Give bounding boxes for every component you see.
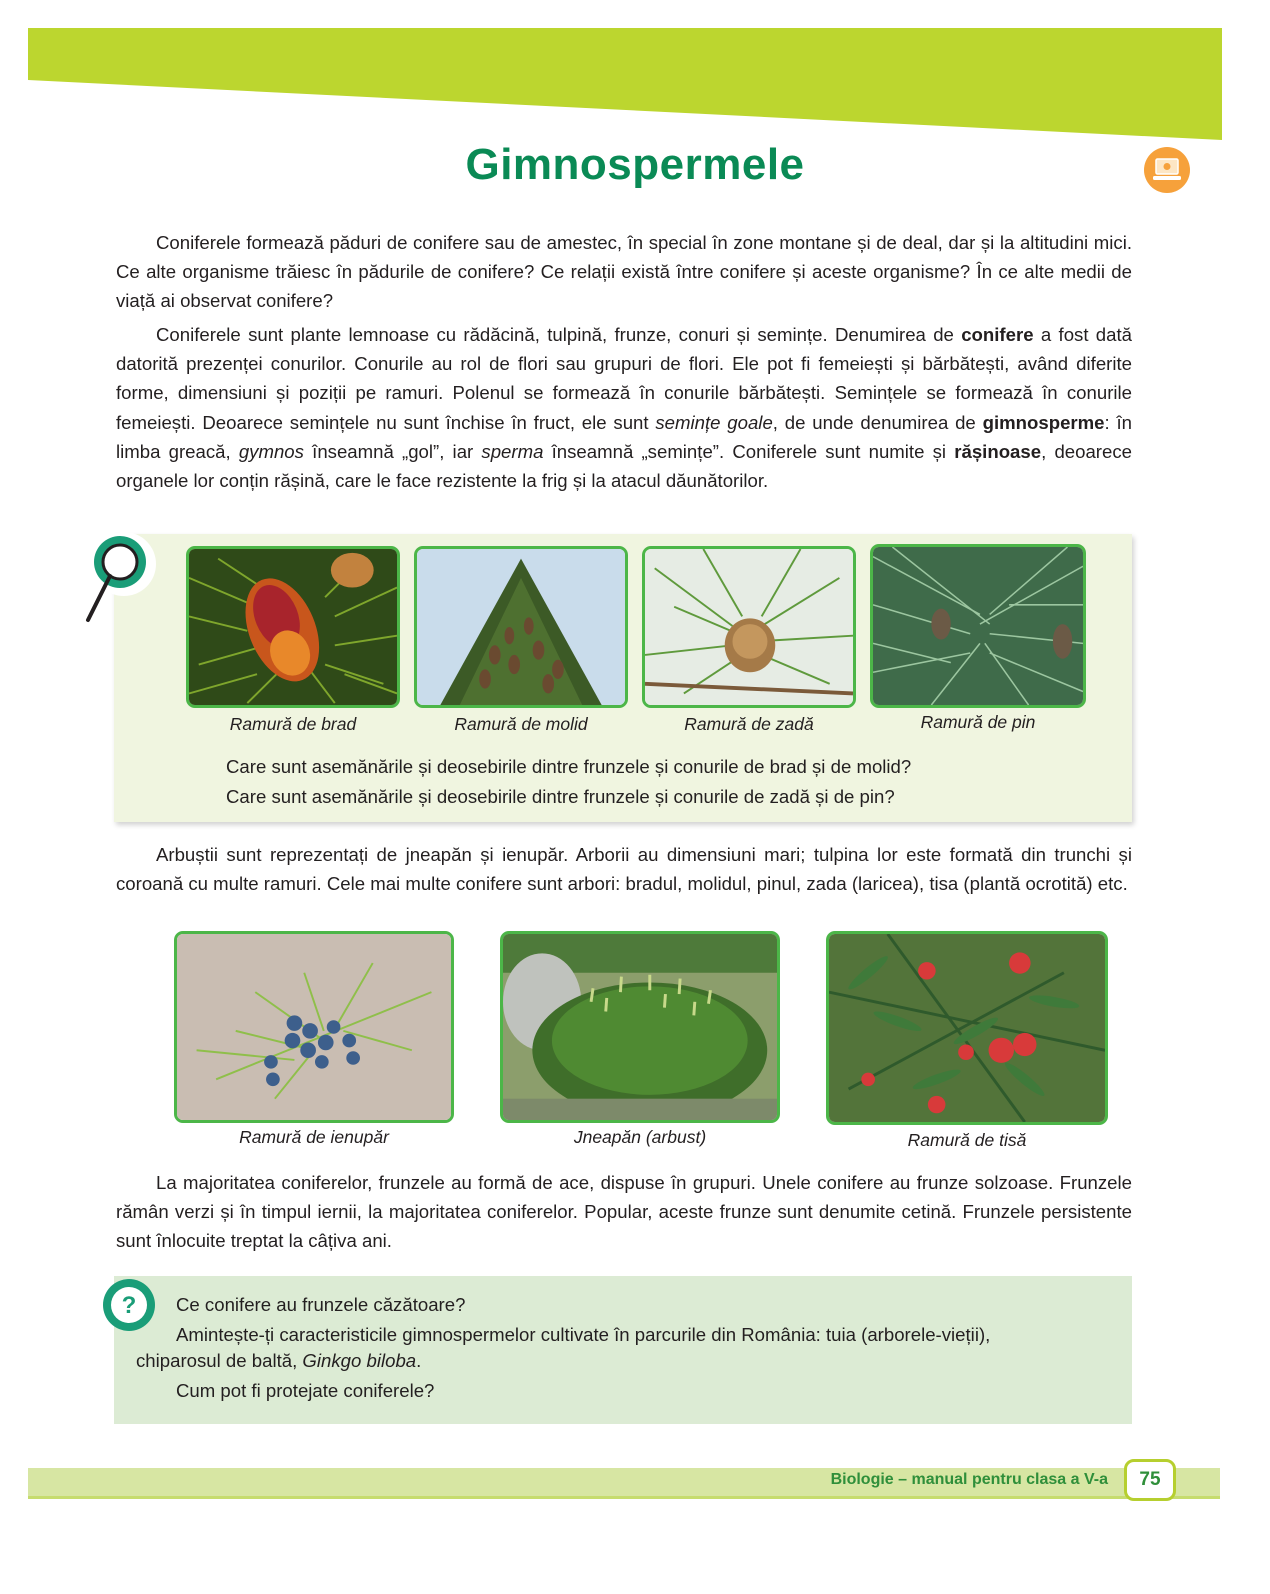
ginkgo-italic: Ginkgo biloba: [302, 1350, 417, 1371]
paragraph-text-segment: , de unde denumirea de: [772, 411, 983, 433]
paragraph-shrubs-trees: [116, 840, 1132, 898]
question-3: Cum pot fi protejate coniferele?: [176, 1380, 435, 1401]
paragraph-text-segment: conifere: [961, 324, 1034, 345]
paragraph-text-segment: semințe goale: [655, 411, 773, 433]
caption-zada: Ramură de zadă: [684, 714, 814, 734]
paragraph-text-segment: La majoritatea coniferelor, frunzele au formă de ace, dispuse în grupuri. Unele conifere au frunze solzoase. Frunzele rămân verzi și în timpul iernii, la majoritatea coniferelor. Popular, aceste frunze sunt denumite cetină. Frunzele persistente sunt înlocuite treptat la câțiva ani.: [116, 1172, 1132, 1252]
question-1: Ce conifere au frunzele căzătoare?: [176, 1294, 466, 1315]
paragraph-leaves: [116, 1168, 1132, 1256]
computer-icon[interactable]: [1143, 146, 1191, 194]
paragraph-text-segment: gymnos: [238, 440, 304, 462]
question-2-line-2: chiparosul de baltă, Ginkgo biloba.: [136, 1350, 422, 1371]
footer-text: Biologie – manual pentru clasa a V-a: [830, 1471, 1108, 1488]
paragraph-text-segment: Coniferele sunt plante lemnoase cu rădăcină, tulpină, frunze, conuri și semințe. Denumirea de: [156, 324, 962, 345]
page-number: 75: [1124, 1459, 1176, 1501]
svg-text:?: ?: [121, 1292, 137, 1319]
paragraph-text-segment: gimnosperme: [982, 411, 1105, 433]
paragraph-conifers: [116, 320, 1132, 495]
question-2-line-1: Amintește-ți caracteristicile gimnospermelor cultivate în parcurile din România: tuia (arborele-vieții),: [176, 1324, 991, 1345]
page-title: Gimnospermele: [465, 140, 805, 189]
caption-brad: Ramură de brad: [229, 714, 357, 734]
paragraph-text-segment: Coniferele formează păduri de conifere sau de amestec, în special în zone montane și de deal, dar și la altitudini mici. Ce alte organisme trăiesc în pădurile de conifere? Ce relații există între conifere și aceste organisme? În ce alte medii de viață ai observat conifere?: [116, 232, 1132, 312]
paragraph-text-segment: sperma: [481, 440, 544, 462]
paragraph-text-segment: înseamnă „gol”, iar: [303, 440, 482, 462]
photo-jneapan: [500, 931, 780, 1123]
photo-ienupar: [174, 931, 454, 1123]
paragraph-intro: [116, 228, 1132, 316]
observation-question-1: Care sunt asemănările și deosebirile dintre frunzele și conurile de brad și de molid?: [226, 756, 912, 777]
paragraph-text-segment: , deoarece organele lor conțin rășină, care le face rezistente la frig și la atacul dăunătorilor.: [116, 440, 1132, 492]
header-banner: [28, 28, 1222, 140]
photo-pin: [870, 544, 1086, 708]
paragraph-text-segment: Arbuștii sunt reprezentați de jneapăn și ienupăr. Arborii au dimensiuni mari; tulpina lor este formată din trunchi și coroană cu multe ramuri. Cele mai multe conifere sunt arbori: bradul, molidul, pinul, zada (laricea), tisa (plantă ocrotită) etc.: [116, 844, 1132, 895]
photo-molid: [414, 546, 628, 708]
photo-tisa: [826, 931, 1108, 1125]
paragraph-text-segment: înseamnă „semințe”. Coniferele sunt numite și: [543, 440, 955, 462]
caption-pin: Ramură de pin: [920, 712, 1036, 732]
photo-zada: [642, 546, 856, 708]
paragraph-text-segment: a fost dată datorită prezenței conurilor. Conurile au rol de flori sau grupuri de flori. Ele pot fi femeiești și bărbătești, având diferite forme, dimensiuni și poziții pe ramuri. Polenul se formează în conurile bărbătești. Semințele se formează în conurile femeiești. Deoarece semințele nu sunt închise în fruct, ele sunt: [116, 324, 1132, 433]
observation-question-2: Care sunt asemănările și deosebirile dintre frunzele și conurile de zadă și de pin?: [226, 786, 895, 807]
caption-molid: Ramură de molid: [454, 714, 588, 734]
caption-tisa: Ramură de tisă: [907, 1130, 1027, 1150]
magnifier-icon: [84, 528, 156, 628]
paragraph-text-segment: rășinoase: [954, 440, 1042, 462]
caption-ienupar: Ramură de ienupăr: [239, 1127, 389, 1147]
photo-brad: [186, 546, 400, 708]
question-icon: [102, 1278, 156, 1332]
paragraph-text-segment: : în limba greacă,: [116, 411, 1132, 462]
caption-jneapan: Jneapăn (arbust): [573, 1127, 707, 1147]
